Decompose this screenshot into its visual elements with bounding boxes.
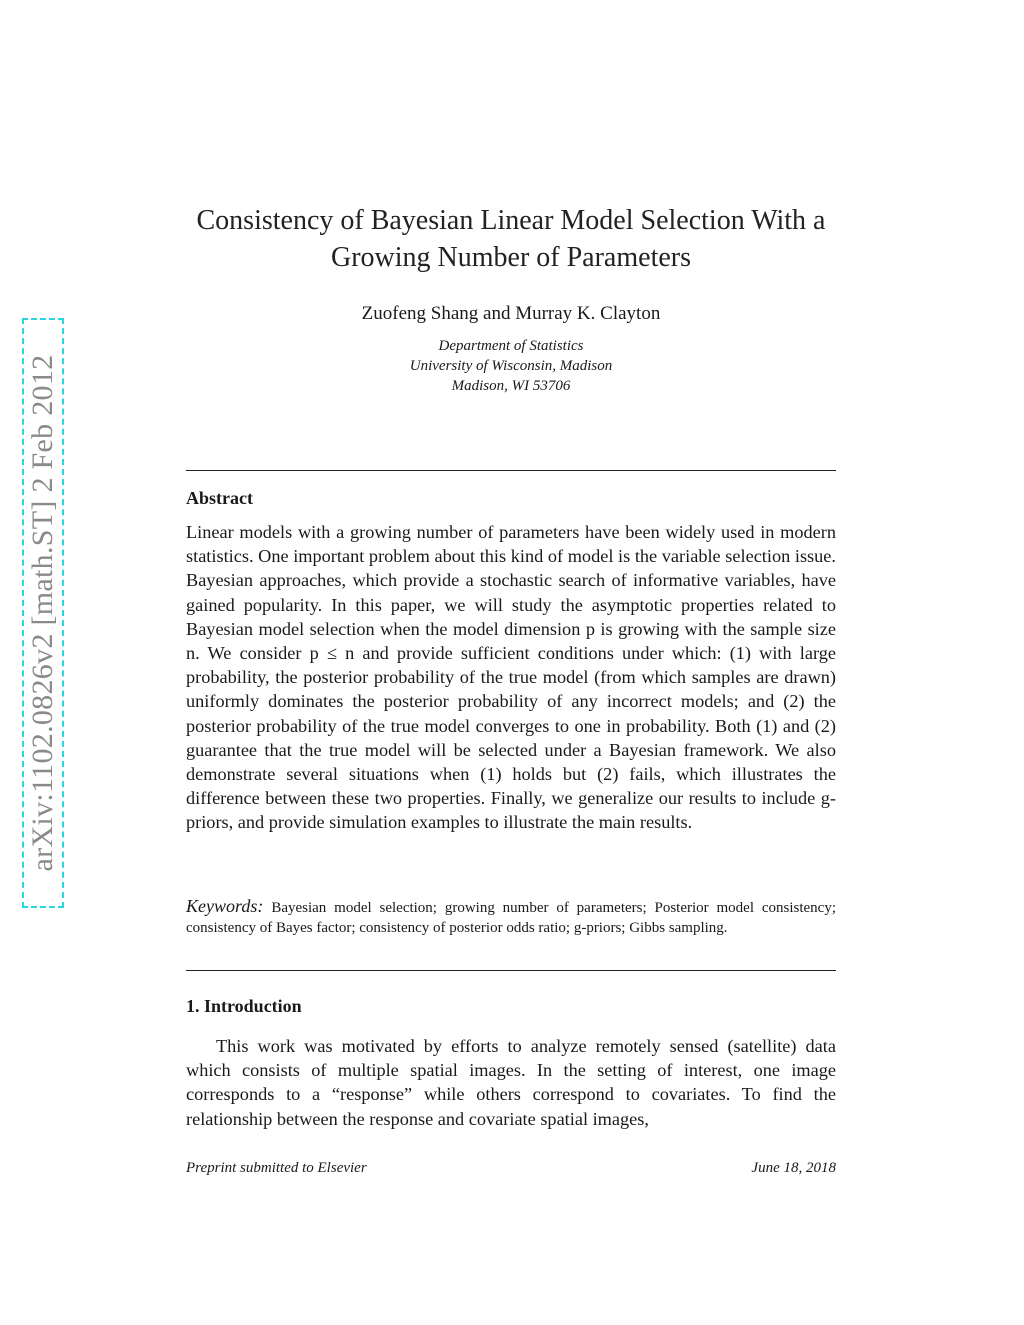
affiliation-address: Madison, WI 53706 <box>451 378 571 394</box>
bottom-rule <box>186 970 836 971</box>
arxiv-id: arXiv:1102.0826v2 [math.ST] 2 Feb 2012 <box>26 354 59 872</box>
footer-date: June 18, 2018 <box>751 1160 836 1176</box>
keywords-label: Keywords: <box>186 896 264 916</box>
keywords-text: Bayesian model selection; growing number of parameters; Posterior model consistency; consistency of Bayes factor; consistency of posterior odds ratio; g-priors; Gibbs sampling. <box>186 900 836 936</box>
paper-title: Consistency of Bayesian Linear Model Selection With a Growing Number of Parameters <box>196 205 826 273</box>
affiliation-department: Department of Statistics <box>438 338 584 354</box>
abstract-text: Linear models with a growing number of parameters have been widely used in modern statistics. One important problem about this kind of model is the variable selection issue. Bayesian approaches, which provide a stochastic search of informative variables, have gained popularity. In this paper, we will study the asymptotic properties related to Bayesian model selection when the model dimension p is growing with the sample size n. We consider p ≤ n and provide sufficient conditions under which: (1) with large probability, the posterior probability of the true model (from which samples are drawn) uniformly dominates the posterior probability of any incorrect models; and (2) the posterior probability of the true model converges to one in probability. Both (1) and (2) guarantee that the true model will be selected under a Bayesian framework. We also demonstrate several situations when (1) holds but (2) fails, which illustrates the difference between these two properties. Finally, we generalize our results to include g-priors, and provide simulation examples to illustrate the main results. <box>186 522 836 833</box>
keywords <box>186 896 836 938</box>
footer-preprint: Preprint submitted to Elsevier <box>186 1160 367 1176</box>
authors: Zuofeng Shang and Murray K. Clayton <box>361 303 661 324</box>
introduction-text: This work was motivated by efforts to analyze remotely sensed (satellite) data which consists of multiple spatial images. In the setting of interest, one image corresponds to a “response” while others correspond to covariates. To find the relationship between the response and covariate spatial images, <box>186 1036 836 1129</box>
arxiv-stamp <box>22 318 64 908</box>
section-heading-introduction: 1. Introduction <box>186 996 302 1016</box>
affiliation <box>186 336 836 396</box>
abstract-heading: Abstract <box>186 488 253 508</box>
affiliation-university: University of Wisconsin, Madison <box>409 358 613 374</box>
top-rule <box>186 470 836 471</box>
